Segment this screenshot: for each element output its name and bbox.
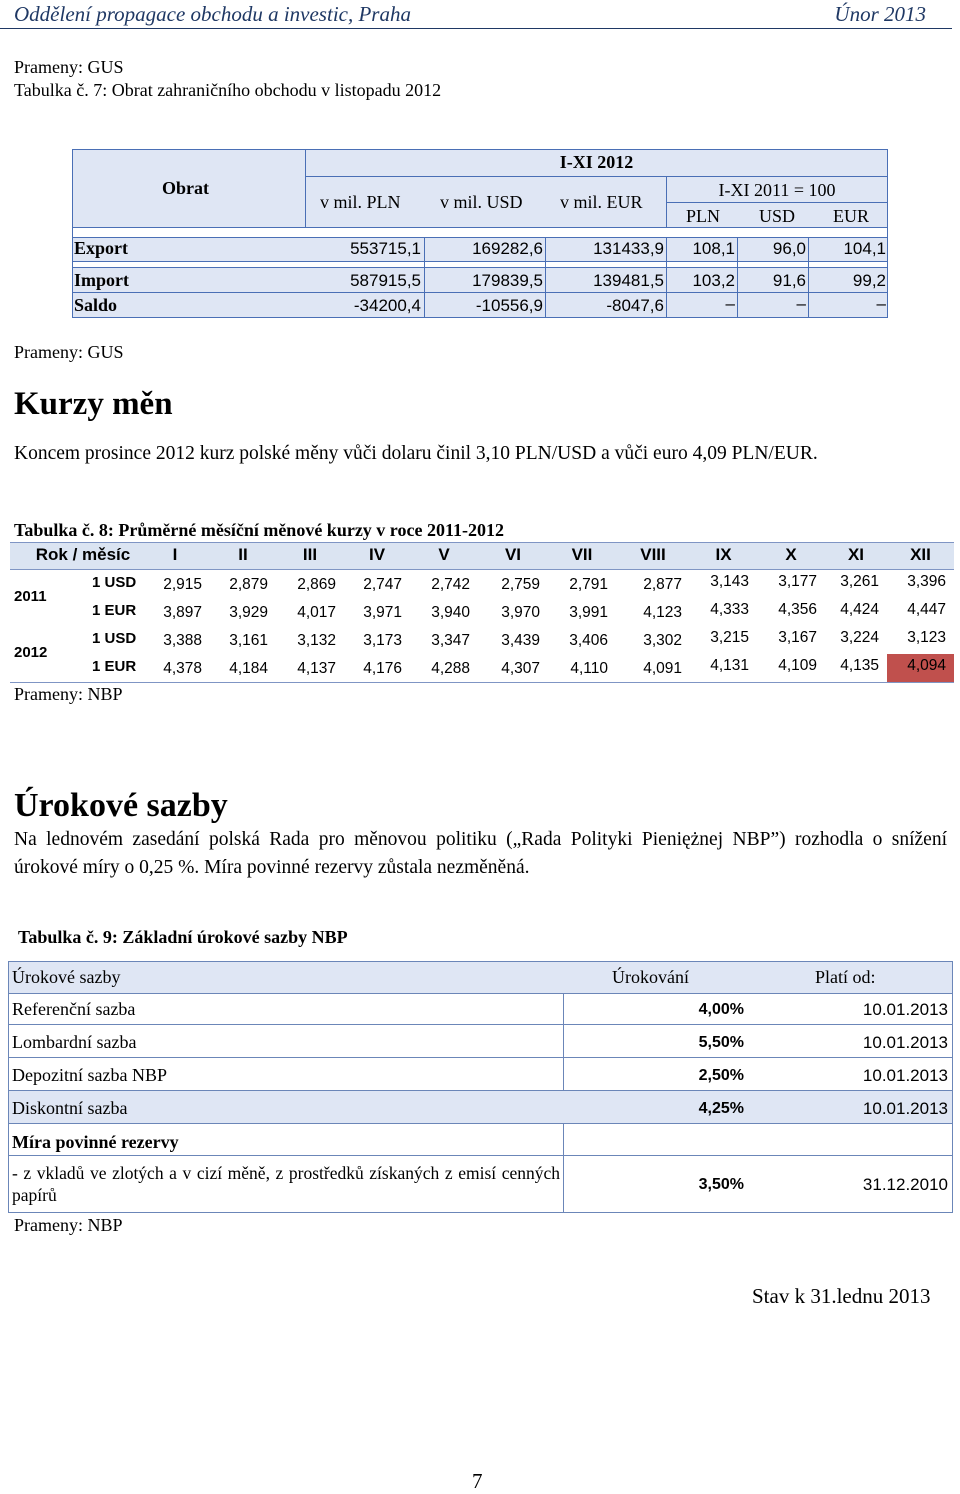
table8-year: 2011 xyxy=(14,588,47,605)
table8-cell: 4,131 xyxy=(710,657,749,674)
table8-cell: 2,877 xyxy=(643,576,682,593)
table8-header-month: I xyxy=(172,545,178,564)
table7-cell: – xyxy=(876,294,886,313)
table7-header-obrat: Obrat xyxy=(162,178,209,198)
table8-cell: 3,261 xyxy=(840,573,879,590)
table8-header-month: IV xyxy=(368,545,386,564)
table8-cell: 3,396 xyxy=(907,573,946,590)
table7-index-pln: PLN xyxy=(685,206,720,226)
table7-header-period: I-XI 2012 xyxy=(559,152,634,172)
table9-row-label: Diskontní sazba xyxy=(12,1098,128,1118)
table9-reserve-label: - z vkladů ve zlotých a v cizí měně, z prostředků získaných z emisí cenných papírů xyxy=(12,1163,560,1205)
status-date: Stav k 31.lednu 2013 xyxy=(752,1284,931,1308)
page-header xyxy=(0,0,952,29)
table8-cell: 3,215 xyxy=(710,629,749,646)
kurzy-paragraph: Koncem prosince 2012 kurz polské měny vůči dolaru činil 3,10 PLN/USD a vůči euro 4,09 PLN/EUR. xyxy=(14,443,818,464)
table7-index-usd: USD xyxy=(758,206,795,226)
table8-cell: 2,742 xyxy=(431,576,470,593)
table8-cell: 4,378 xyxy=(163,660,202,677)
table8-header-month: VIII xyxy=(640,545,666,564)
table7-cell: 169282,6 xyxy=(472,239,543,258)
table8-cell: 3,439 xyxy=(501,632,540,649)
table8-header-month: XI xyxy=(847,545,865,564)
table8-cell: 3,940 xyxy=(431,604,470,621)
table9-row-label: Lombardní sazba xyxy=(12,1032,137,1052)
table9-header-plati-od: Platí od: xyxy=(815,967,876,987)
table8-cell: 4,123 xyxy=(643,604,682,621)
table7-cell: -10556,9 xyxy=(475,296,543,315)
table9-reserve-date: 31.12.2010 xyxy=(862,1175,948,1194)
table7-row-label: Saldo xyxy=(74,295,118,315)
table9-reserve-heading: Míra povinné rezervy xyxy=(12,1132,179,1152)
table8-cell: 2,915 xyxy=(163,576,202,593)
table7-cell: 99,2 xyxy=(852,271,886,290)
table8-cell: 4,184 xyxy=(229,660,268,677)
table8-cell: 3,143 xyxy=(710,573,749,590)
table8-cell: 3,132 xyxy=(297,632,336,649)
table7-row-label: Export xyxy=(74,238,128,258)
table9-rate: 2,50% xyxy=(698,1067,744,1084)
table7-header-usd: v mil. USD xyxy=(440,192,523,212)
table7-row-label: Import xyxy=(74,270,129,290)
heading-urokove-sazby: Úrokové sazby xyxy=(14,787,228,824)
table8-currency: 1 EUR xyxy=(92,602,137,619)
table8-cell: 4,094 xyxy=(907,657,946,674)
table9-row-label: Depozitní sazba NBP xyxy=(12,1065,167,1085)
table8-header-month: III xyxy=(302,545,318,564)
table8-cell: 3,161 xyxy=(229,632,268,649)
table7-cell: – xyxy=(796,294,806,313)
table8-cell: 3,406 xyxy=(569,632,608,649)
heading-kurzy: Kurzy měn xyxy=(14,386,173,422)
header-department: Oddělení propagace obchodu a investic, Praha xyxy=(14,2,411,26)
table9-source: Prameny: NBP xyxy=(14,1215,123,1235)
table8 xyxy=(10,542,954,684)
table8-title: Tabulka č. 8: Průměrné měsíční měnové kurzy v roce 2011-2012 xyxy=(14,520,504,540)
table9-reserve-rate: 3,50% xyxy=(698,1176,744,1193)
table8-cell: 2,869 xyxy=(297,576,336,593)
table8-cell: 4,017 xyxy=(297,604,336,621)
table8-header-month: V xyxy=(438,545,450,564)
table8-cell: 4,109 xyxy=(778,657,817,674)
table7-cell: 103,2 xyxy=(692,271,735,290)
table9-date: 10.01.2013 xyxy=(862,1099,948,1118)
table8-cell: 3,897 xyxy=(163,604,202,621)
table8-cell: 4,176 xyxy=(363,660,402,677)
table7-cell: -8047,6 xyxy=(606,296,664,315)
table9-header-urokovani: Úrokování xyxy=(612,967,689,987)
table7-cell: 139481,5 xyxy=(593,271,664,290)
table8-year: 2012 xyxy=(14,644,48,661)
table8-cell: 4,424 xyxy=(840,601,879,618)
source-gus: Prameny: GUS xyxy=(14,342,124,362)
table8-cell: 3,177 xyxy=(778,573,817,590)
table8-header-month: X xyxy=(785,545,797,564)
table7-header-pln: v mil. PLN xyxy=(320,192,401,212)
table7-cell: 108,1 xyxy=(692,239,735,258)
table8-cell: 4,110 xyxy=(570,660,608,677)
table8-cell: 2,747 xyxy=(363,576,402,593)
table7 xyxy=(72,149,888,318)
table8-currency: 1 USD xyxy=(92,630,137,647)
table8-cell: 3,173 xyxy=(363,632,402,649)
table8-source: Prameny: NBP xyxy=(14,684,123,704)
table8-header-month: II xyxy=(238,545,248,564)
table8-cell: 4,356 xyxy=(778,601,817,618)
table7-header-eur: v mil. EUR xyxy=(560,192,643,212)
source-gus: Prameny: GUS xyxy=(14,57,124,77)
table8-cell: 4,135 xyxy=(840,657,879,674)
table8-cell: 3,302 xyxy=(643,632,682,649)
table9-row-label: Referenční sazba xyxy=(12,999,136,1019)
table9 xyxy=(8,961,953,1213)
table8-header-month: IX xyxy=(715,545,732,564)
table7-cell: 553715,1 xyxy=(350,239,421,258)
table8-cell: 3,167 xyxy=(778,629,817,646)
table9-date: 10.01.2013 xyxy=(862,1066,948,1085)
table8-cell: 3,388 xyxy=(163,632,202,649)
table7-cell: 91,6 xyxy=(772,271,806,290)
table8-cell: 3,929 xyxy=(229,604,268,621)
table9-rate: 4,25% xyxy=(698,1100,744,1117)
table8-cell: 3,224 xyxy=(840,629,879,646)
table9-date: 10.01.2013 xyxy=(862,1000,948,1019)
table8-currency: 1 USD xyxy=(92,574,137,591)
urok-paragraph: Na lednovém zasedání polská Rada pro měnovou politiku („Rada Polityki Pieniężnej NBP”) rozhodla o snížení úrokové míry o 0,25 %. Míra povinné rezervy zůstala nezměněná. xyxy=(14,829,947,878)
table9-header-sazby: Úrokové sazby xyxy=(12,967,121,987)
table7-cell: 104,1 xyxy=(843,239,886,258)
table7-cell: – xyxy=(725,294,735,313)
table8-header-month: XII xyxy=(910,545,931,564)
table8-cell: 2,759 xyxy=(501,576,540,593)
table8-cell: 2,879 xyxy=(229,576,268,593)
table8-cell: 2,791 xyxy=(569,576,608,593)
page-number: 7 xyxy=(472,1469,483,1493)
table8-cell: 4,091 xyxy=(643,660,682,677)
table9-rate: 5,50% xyxy=(698,1034,744,1051)
table8-cell: 4,307 xyxy=(501,660,540,677)
table8-cell: 3,347 xyxy=(431,632,470,649)
table8-cell: 4,137 xyxy=(297,660,336,677)
table8-header-month: VI xyxy=(504,545,522,564)
table7-cell: 96,0 xyxy=(772,239,806,258)
table7-title: Tabulka č. 7: Obrat zahraničního obchodu v listopadu 2012 xyxy=(14,80,442,100)
table8-cell: 4,333 xyxy=(710,601,749,618)
table8-cell: 3,991 xyxy=(569,604,608,621)
table8-cell: 4,288 xyxy=(431,660,470,677)
table8-cell: 4,447 xyxy=(907,601,946,618)
table8-header-corner: Rok / měsíc xyxy=(35,545,131,564)
table9-date: 10.01.2013 xyxy=(862,1033,948,1052)
table8-cell: 3,970 xyxy=(501,604,540,621)
table8-cell: 3,123 xyxy=(907,629,946,646)
table8-currency: 1 EUR xyxy=(92,658,137,675)
table9-title: Tabulka č. 9: Základní úrokové sazby NBP xyxy=(18,927,348,947)
table7-cell: 587915,5 xyxy=(350,271,421,290)
table7-cell: 179839,5 xyxy=(472,271,543,290)
table8-cell: 3,971 xyxy=(363,604,402,621)
table9-rate: 4,00% xyxy=(698,1001,744,1018)
table8-header-month: VII xyxy=(571,545,593,564)
header-date: Únor 2013 xyxy=(834,2,926,26)
table7-cell: 131433,9 xyxy=(593,239,664,258)
table7-cell: -34200,4 xyxy=(353,296,421,315)
table7-index-label: I-XI 2011 = 100 xyxy=(718,180,836,200)
table7-index-eur: EUR xyxy=(833,206,869,226)
